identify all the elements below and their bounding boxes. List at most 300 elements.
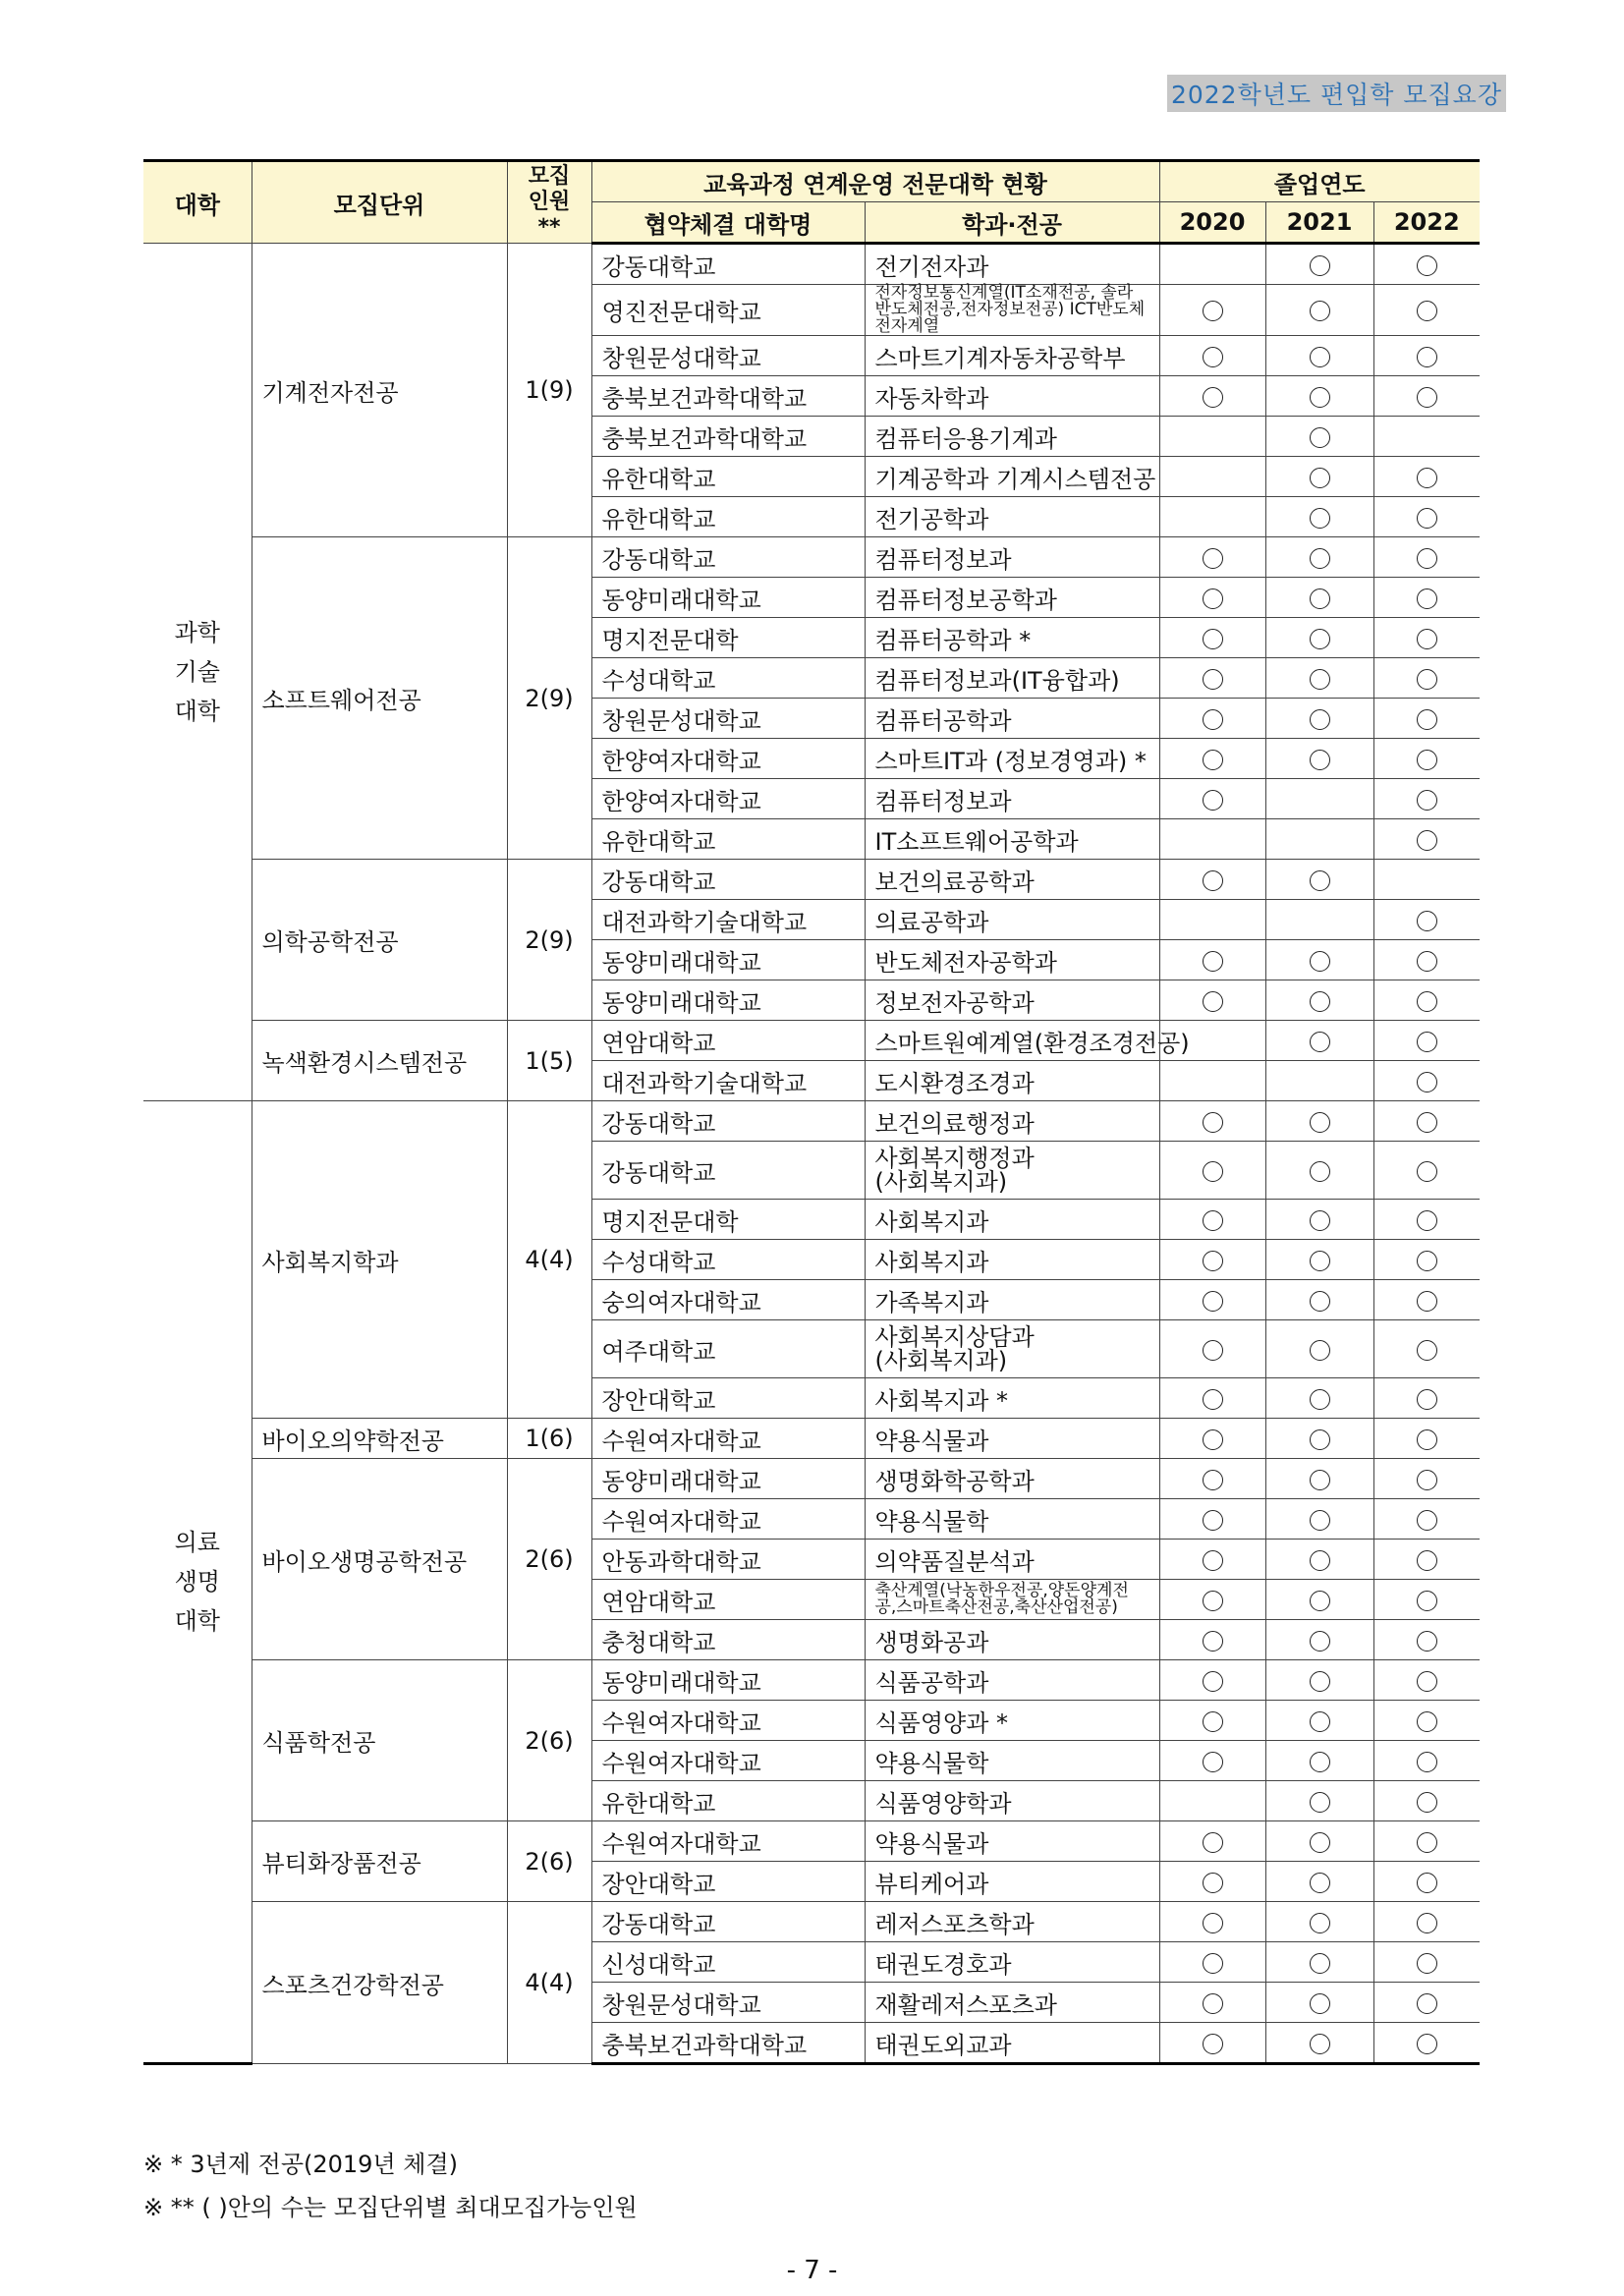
year-2022-cell [1373, 1061, 1480, 1101]
partner-college: 대전과학기술대학교 [591, 900, 865, 940]
year-2022-cell [1373, 1942, 1480, 1983]
partner-college: 장안대학교 [591, 1378, 865, 1419]
circle-mark-icon [1203, 301, 1223, 321]
year-2021-cell [1265, 860, 1373, 900]
circle-mark-icon [1310, 1291, 1330, 1312]
year-2022-cell [1373, 537, 1480, 578]
year-2020-cell [1159, 578, 1265, 618]
circle-mark-icon [1203, 1711, 1223, 1732]
department-name: 식품영양학과 [865, 1781, 1159, 1821]
year-2020-cell [1159, 244, 1265, 285]
circle-mark-icon [1310, 1792, 1330, 1813]
year-2022-cell [1373, 940, 1480, 980]
partner-college: 강동대학교 [591, 537, 865, 578]
unit-name: 식품학전공 [252, 1660, 507, 1821]
year-2021-cell [1265, 1902, 1373, 1942]
year-2021-cell [1265, 779, 1373, 819]
department-name: 컴퓨터정보과(IT융합과) [865, 658, 1159, 699]
year-2022-cell [1373, 376, 1480, 417]
header-unit: 모집단위 [252, 161, 507, 244]
year-2022-cell [1373, 497, 1480, 537]
circle-mark-icon [1417, 588, 1437, 609]
circle-mark-icon [1417, 1510, 1437, 1531]
year-2022-cell [1373, 779, 1480, 819]
department-name: 스마트원예계열(환경조경전공) [865, 1021, 1159, 1061]
header-graduation-year: 졸업연도 [1159, 161, 1480, 202]
year-2021-cell [1265, 819, 1373, 860]
unit-capacity: 2(6) [507, 1660, 591, 1821]
circle-mark-icon [1203, 1291, 1223, 1312]
year-2022-cell [1373, 739, 1480, 779]
circle-mark-icon [1417, 629, 1437, 649]
year-2022-cell [1373, 1902, 1480, 1942]
year-2020-cell [1159, 537, 1265, 578]
circle-mark-icon [1203, 991, 1223, 1012]
partner-college: 장안대학교 [591, 1862, 865, 1902]
year-2020-cell [1159, 336, 1265, 376]
year-2022-cell [1373, 1660, 1480, 1701]
circle-mark-icon [1417, 1953, 1437, 1974]
circle-mark-icon [1203, 387, 1223, 408]
year-2021-cell [1265, 2023, 1373, 2064]
page-number: - 7 - [786, 2256, 838, 2285]
department-name: 약용식물과 [865, 1821, 1159, 1862]
year-2022-cell [1373, 1741, 1480, 1781]
partner-college: 여주대학교 [591, 1320, 865, 1378]
year-2022-cell [1373, 1142, 1480, 1200]
circle-mark-icon [1203, 669, 1223, 690]
transfer-admission-table [143, 159, 1480, 2065]
department-name: 정보전자공학과 [865, 980, 1159, 1021]
year-2021-cell [1265, 739, 1373, 779]
circle-mark-icon [1417, 1470, 1437, 1490]
table-row [143, 1021, 1480, 1061]
department-name: 컴퓨터공학과 * [865, 618, 1159, 658]
year-2021-cell [1265, 1101, 1373, 1142]
partner-college: 수원여자대학교 [591, 1741, 865, 1781]
year-2021-cell [1265, 285, 1373, 336]
year-2022-cell [1373, 578, 1480, 618]
year-2020-cell [1159, 739, 1265, 779]
year-2021-cell [1265, 940, 1373, 980]
year-2022-cell [1373, 244, 1480, 285]
table-row [143, 1101, 1480, 1142]
year-2021-cell [1265, 980, 1373, 1021]
header-year-2021: 2021 [1265, 202, 1373, 244]
circle-mark-icon [1203, 1631, 1223, 1652]
circle-mark-icon [1203, 1591, 1223, 1611]
partner-college: 수원여자대학교 [591, 1499, 865, 1540]
partner-college: 강동대학교 [591, 860, 865, 900]
circle-mark-icon [1203, 2034, 1223, 2054]
department-name: 식품영양과 * [865, 1701, 1159, 1741]
year-2021-cell [1265, 578, 1373, 618]
year-2022-cell [1373, 1781, 1480, 1821]
circle-mark-icon [1310, 1873, 1330, 1893]
partner-college: 강동대학교 [591, 1101, 865, 1142]
year-2022-cell [1373, 819, 1480, 860]
unit-name: 기계전자전공 [252, 244, 507, 537]
unit-capacity: 2(6) [507, 1459, 591, 1660]
year-2022-cell [1373, 699, 1480, 739]
circle-mark-icon [1417, 709, 1437, 730]
year-2020-cell [1159, 457, 1265, 497]
department-name: 식품공학과 [865, 1660, 1159, 1701]
circle-mark-icon [1203, 1913, 1223, 1933]
table-body [143, 244, 1480, 2064]
circle-mark-icon [1417, 1993, 1437, 2014]
year-2021-cell [1265, 244, 1373, 285]
year-2020-cell [1159, 900, 1265, 940]
circle-mark-icon [1203, 1251, 1223, 1271]
circle-mark-icon [1417, 1792, 1437, 1813]
department-name: 약용식물학 [865, 1499, 1159, 1540]
partner-college: 한양여자대학교 [591, 739, 865, 779]
circle-mark-icon [1203, 548, 1223, 569]
circle-mark-icon [1417, 347, 1437, 367]
circle-mark-icon [1310, 870, 1330, 891]
year-2020-cell [1159, 1942, 1265, 1983]
year-2022-cell [1373, 417, 1480, 457]
circle-mark-icon [1310, 1251, 1330, 1271]
circle-mark-icon [1310, 1631, 1330, 1652]
year-2021-cell [1265, 1942, 1373, 1983]
year-2021-cell [1265, 1781, 1373, 1821]
year-2020-cell [1159, 1142, 1265, 1200]
department-name: 레저스포츠학과 [865, 1902, 1159, 1942]
header-year-2020: 2020 [1159, 202, 1265, 244]
year-2021-cell [1265, 457, 1373, 497]
partner-college: 충북보건과학대학교 [591, 2023, 865, 2064]
circle-mark-icon [1417, 1671, 1437, 1692]
partner-college: 유한대학교 [591, 819, 865, 860]
year-2022-cell [1373, 457, 1480, 497]
table-row [143, 537, 1480, 578]
unit-name: 의학공학전공 [252, 860, 507, 1021]
year-2022-cell [1373, 1320, 1480, 1378]
partner-college: 연암대학교 [591, 1580, 865, 1620]
circle-mark-icon [1417, 387, 1437, 408]
partner-college: 수원여자대학교 [591, 1701, 865, 1741]
circle-mark-icon [1417, 1340, 1437, 1361]
circle-mark-icon [1417, 750, 1437, 770]
table-row [143, 1419, 1480, 1459]
circle-mark-icon [1310, 951, 1330, 972]
circle-mark-icon [1417, 1032, 1437, 1052]
circle-mark-icon [1417, 1251, 1437, 1271]
department-name: 도시환경조경과 [865, 1061, 1159, 1101]
department-name: 태권도경호과 [865, 1942, 1159, 1983]
circle-mark-icon [1310, 2034, 1330, 2054]
year-2020-cell [1159, 618, 1265, 658]
year-2021-cell [1265, 336, 1373, 376]
partner-college: 수성대학교 [591, 1240, 865, 1280]
year-2021-cell [1265, 1701, 1373, 1741]
year-2022-cell [1373, 1821, 1480, 1862]
year-2022-cell [1373, 1021, 1480, 1061]
partner-college: 유한대학교 [591, 1781, 865, 1821]
year-2021-cell [1265, 417, 1373, 457]
year-2022-cell [1373, 1701, 1480, 1741]
circle-mark-icon [1310, 255, 1330, 276]
unit-capacity: 4(4) [507, 1902, 591, 2064]
circle-mark-icon [1203, 1550, 1223, 1571]
department-name: 컴퓨터정보과 [865, 779, 1159, 819]
year-2020-cell [1159, 1061, 1265, 1101]
document-header-title: 2022학년도 편입학 모집요강 [1167, 75, 1506, 112]
year-2020-cell [1159, 376, 1265, 417]
year-2020-cell [1159, 1902, 1265, 1942]
department-name: 의료공학과 [865, 900, 1159, 940]
department-name: 생명화공과 [865, 1620, 1159, 1660]
circle-mark-icon [1310, 1389, 1330, 1410]
year-2021-cell [1265, 1021, 1373, 1061]
partner-college: 충북보건과학대학교 [591, 417, 865, 457]
year-2021-cell [1265, 618, 1373, 658]
department-name: 반도체전자공학과 [865, 940, 1159, 980]
circle-mark-icon [1310, 508, 1330, 529]
circle-mark-icon [1310, 1510, 1330, 1531]
circle-mark-icon [1417, 1832, 1437, 1853]
year-2021-cell [1265, 1378, 1373, 1419]
year-2020-cell [1159, 699, 1265, 739]
circle-mark-icon [1203, 1112, 1223, 1133]
circle-mark-icon [1417, 301, 1437, 321]
department-name: 재활레저스포츠과 [865, 1983, 1159, 2023]
year-2021-cell [1265, 1620, 1373, 1660]
circle-mark-icon [1417, 1161, 1437, 1182]
circle-mark-icon [1417, 1291, 1437, 1312]
footnote-capacity: ※ ** ( )안의 수는 모집단위별 최대모집가능인원 [143, 2194, 638, 2221]
circle-mark-icon [1203, 870, 1223, 891]
year-2022-cell [1373, 1459, 1480, 1499]
department-name: 사회복지과 * [865, 1378, 1159, 1419]
circle-mark-icon [1203, 1993, 1223, 2014]
year-2021-cell [1265, 537, 1373, 578]
partner-college: 수원여자대학교 [591, 1419, 865, 1459]
circle-mark-icon [1417, 1591, 1437, 1611]
circle-mark-icon [1310, 669, 1330, 690]
partner-college: 동양미래대학교 [591, 940, 865, 980]
circle-mark-icon [1417, 1550, 1437, 1571]
department-name: 축산계열(낙농한우전공,양돈양계전공,스마트축산전공,축산산업전공) [865, 1580, 1159, 1620]
year-2020-cell [1159, 1240, 1265, 1280]
department-name: 생명화학공학과 [865, 1459, 1159, 1499]
circle-mark-icon [1417, 468, 1437, 488]
table-row [143, 1821, 1480, 1862]
year-2021-cell [1265, 1862, 1373, 1902]
year-2021-cell [1265, 900, 1373, 940]
year-2020-cell [1159, 1701, 1265, 1741]
year-2021-cell [1265, 1320, 1373, 1378]
year-2020-cell [1159, 1620, 1265, 1660]
circle-mark-icon [1310, 1112, 1330, 1133]
circle-mark-icon [1310, 1993, 1330, 2014]
year-2022-cell [1373, 860, 1480, 900]
circle-mark-icon [1310, 1550, 1330, 1571]
department-name: 스마트IT과 (정보경영과) * [865, 739, 1159, 779]
circle-mark-icon [1417, 1112, 1437, 1133]
circle-mark-icon [1310, 1671, 1330, 1692]
partner-college: 동양미래대학교 [591, 578, 865, 618]
circle-mark-icon [1417, 911, 1437, 931]
partner-college: 강동대학교 [591, 244, 865, 285]
unit-capacity: 2(9) [507, 537, 591, 860]
table-row [143, 860, 1480, 900]
year-2022-cell [1373, 1378, 1480, 1419]
year-2021-cell [1265, 1200, 1373, 1240]
circle-mark-icon [1203, 347, 1223, 367]
circle-mark-icon [1417, 1429, 1437, 1450]
circle-mark-icon [1310, 1953, 1330, 1974]
partner-college: 한양여자대학교 [591, 779, 865, 819]
year-2022-cell [1373, 1240, 1480, 1280]
department-name: 보건의료공학과 [865, 860, 1159, 900]
circle-mark-icon [1203, 1161, 1223, 1182]
circle-mark-icon [1417, 669, 1437, 690]
year-2020-cell [1159, 1419, 1265, 1459]
partner-college: 수성대학교 [591, 658, 865, 699]
department-name: 사회복지행정과 (사회복지과) [865, 1142, 1159, 1200]
circle-mark-icon [1310, 1832, 1330, 1853]
partner-college: 안동과학대학교 [591, 1540, 865, 1580]
department-name: 전자정보통신계열(IT소재전공, 솔라반도체전공,전자정보전공) ICT반도체전자계열 [865, 285, 1159, 336]
circle-mark-icon [1203, 1873, 1223, 1893]
header-year-2022: 2022 [1373, 202, 1480, 244]
year-2021-cell [1265, 1983, 1373, 2023]
year-2021-cell [1265, 1499, 1373, 1540]
partner-college: 신성대학교 [591, 1942, 865, 1983]
year-2020-cell [1159, 819, 1265, 860]
year-2020-cell [1159, 1781, 1265, 1821]
circle-mark-icon [1203, 1953, 1223, 1974]
partner-college: 연암대학교 [591, 1021, 865, 1061]
department-name: 약용식물과 [865, 1419, 1159, 1459]
year-2020-cell [1159, 417, 1265, 457]
year-2020-cell [1159, 1862, 1265, 1902]
circle-mark-icon [1310, 1591, 1330, 1611]
unit-capacity: 2(6) [507, 1821, 591, 1902]
year-2020-cell [1159, 658, 1265, 699]
circle-mark-icon [1417, 1913, 1437, 1933]
header-college: 대학 [143, 161, 252, 244]
unit-name: 사회복지학과 [252, 1101, 507, 1419]
department-name: 컴퓨터공학과 [865, 699, 1159, 739]
unit-capacity: 4(4) [507, 1101, 591, 1419]
year-2020-cell [1159, 285, 1265, 336]
circle-mark-icon [1203, 1510, 1223, 1531]
circle-mark-icon [1310, 347, 1330, 367]
header-row-1 [143, 161, 1480, 202]
partner-college: 강동대학교 [591, 1142, 865, 1200]
department-name: 사회복지과 [865, 1240, 1159, 1280]
partner-college: 강동대학교 [591, 1902, 865, 1942]
year-2022-cell [1373, 1499, 1480, 1540]
header-department: 학과·전공 [865, 202, 1159, 244]
circle-mark-icon [1310, 301, 1330, 321]
partner-college: 명지전문대학 [591, 1200, 865, 1240]
partner-college: 창원문성대학교 [591, 1983, 865, 2023]
circle-mark-icon [1417, 991, 1437, 1012]
unit-name: 바이오생명공학전공 [252, 1459, 507, 1660]
year-2021-cell [1265, 1821, 1373, 1862]
circle-mark-icon [1310, 468, 1330, 488]
partner-college: 유한대학교 [591, 457, 865, 497]
partner-college: 수원여자대학교 [591, 1821, 865, 1862]
circle-mark-icon [1310, 1752, 1330, 1772]
year-2020-cell [1159, 1280, 1265, 1320]
year-2020-cell [1159, 980, 1265, 1021]
year-2020-cell [1159, 1580, 1265, 1620]
year-2020-cell [1159, 940, 1265, 980]
circle-mark-icon [1417, 548, 1437, 569]
partner-college: 충북보건과학대학교 [591, 376, 865, 417]
year-2022-cell [1373, 658, 1480, 699]
circle-mark-icon [1310, 629, 1330, 649]
year-2020-cell [1159, 1459, 1265, 1499]
circle-mark-icon [1310, 1711, 1330, 1732]
circle-mark-icon [1310, 1032, 1330, 1052]
year-2021-cell [1265, 1580, 1373, 1620]
department-name: 의약품질분석과 [865, 1540, 1159, 1580]
circle-mark-icon [1310, 750, 1330, 770]
department-name: 컴퓨터정보과 [865, 537, 1159, 578]
circle-mark-icon [1203, 588, 1223, 609]
circle-mark-icon [1310, 1470, 1330, 1490]
circle-mark-icon [1417, 830, 1437, 851]
header-capacity: 모집 인원 ** [507, 161, 591, 244]
unit-name: 바이오의약학전공 [252, 1419, 507, 1459]
circle-mark-icon [1310, 1429, 1330, 1450]
department-name: 전기공학과 [865, 497, 1159, 537]
year-2021-cell [1265, 1280, 1373, 1320]
unit-capacity: 1(6) [507, 1419, 591, 1459]
table-row [143, 1902, 1480, 1942]
department-name: IT소프트웨어공학과 [865, 819, 1159, 860]
year-2020-cell [1159, 779, 1265, 819]
table-row [143, 244, 1480, 285]
year-2022-cell [1373, 1540, 1480, 1580]
year-2020-cell [1159, 1983, 1265, 2023]
partner-college: 창원문성대학교 [591, 699, 865, 739]
circle-mark-icon [1310, 709, 1330, 730]
circle-mark-icon [1310, 1161, 1330, 1182]
circle-mark-icon [1203, 1429, 1223, 1450]
department-name: 전기전자과 [865, 244, 1159, 285]
circle-mark-icon [1417, 1389, 1437, 1410]
year-2020-cell [1159, 1320, 1265, 1378]
year-2021-cell [1265, 1142, 1373, 1200]
department-name: 사회복지상담과 (사회복지과) [865, 1320, 1159, 1378]
department-name: 태권도외교과 [865, 2023, 1159, 2064]
header-linked-colleges: 교육과정 연계운영 전문대학 현황 [591, 161, 1159, 202]
department-name: 가족복지과 [865, 1280, 1159, 1320]
year-2022-cell [1373, 1419, 1480, 1459]
circle-mark-icon [1310, 1913, 1330, 1933]
year-2020-cell [1159, 497, 1265, 537]
circle-mark-icon [1203, 1832, 1223, 1853]
unit-name: 녹색환경시스템전공 [252, 1021, 507, 1101]
year-2022-cell [1373, 1200, 1480, 1240]
circle-mark-icon [1203, 951, 1223, 972]
year-2022-cell [1373, 900, 1480, 940]
year-2020-cell [1159, 2023, 1265, 2064]
unit-name: 소프트웨어전공 [252, 537, 507, 860]
partner-college: 창원문성대학교 [591, 336, 865, 376]
year-2022-cell [1373, 285, 1480, 336]
circle-mark-icon [1203, 629, 1223, 649]
year-2020-cell [1159, 1200, 1265, 1240]
